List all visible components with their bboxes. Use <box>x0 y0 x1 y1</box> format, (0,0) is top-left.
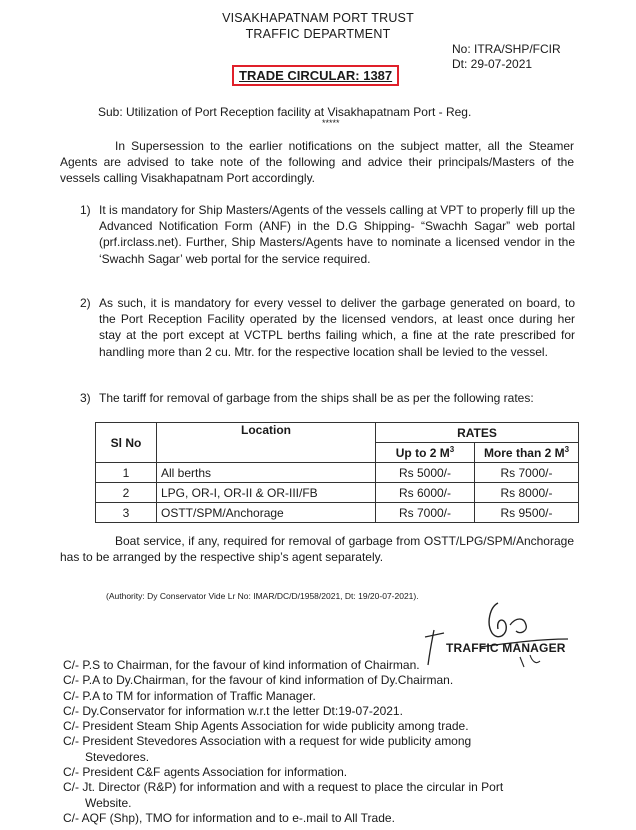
cell-more-than: Rs 7000/- <box>475 463 579 483</box>
circular-date: Dt: 29-07-2021 <box>452 57 533 71</box>
cell-up-to: Rs 7000/- <box>376 503 475 523</box>
cell-up-to: Rs 6000/- <box>376 483 475 503</box>
item-3-text: The tariff for removal of garbage from the ships shall be as per the following rates: <box>99 391 534 405</box>
cc-item: C/- Jt. Director (R&P) for information and with a request to place the circular in Port <box>63 780 504 795</box>
cc-list <box>63 658 503 826</box>
cell-sl: 1 <box>96 463 157 483</box>
cc-item: C/- Dy.Conservator for information w.r.t the letter Dt:19-07-2021. <box>63 703 403 718</box>
cc-item: C/- P.A to TM for information of Traffic Manager. <box>63 688 316 703</box>
cc-item-continuation: Website. <box>85 795 132 810</box>
item-1-text: It is mandatory for Ship Masters/Agents of the vessels calling at VPT to properly fill up the Advanced Notification Form (ANF) in the D.G Shipping- “Swachh Sagar” web portal (prf.irclass.net). Further, Ship Masters/Agents have to nominate a licensed vendor in the ‘Swachh Sagar’ web portal for the service required. <box>99 203 575 266</box>
cell-sl: 3 <box>96 503 157 523</box>
item-2 <box>80 295 575 360</box>
separator-stars: ***** <box>322 118 340 128</box>
item-2-text: As such, it is mandatory for every vessel to deliver the garbage generated on board, to the Port Reception Facility operated by the licensed vendors, at least once during her stay at the port except at VCTPL berths failing which, a fine at the rate prescribed for handling more than 2 cu. Mtr. for the respective location shall be levied to the vessel. <box>99 296 575 359</box>
cell-up-to: Rs 5000/- <box>376 463 475 483</box>
cc-item: C/- AQF (Shp), TMO for information and to e-.mail to All Trade. <box>63 810 395 825</box>
authority-reference: (Authority: Dy Conservator Vide Lr No: IMAR/DC/D/1958/2021, Dt: 19/20-07-2021). <box>106 591 419 601</box>
intro-paragraph: In Supersession to the earlier notifications on the subject matter, all the Steamer Agents are advised to take note of the following and advice their principals/Masters of the vessels calling Visakhapatnam Port accordingly. <box>60 139 574 186</box>
col-header-up-to: Up to 2 $M^3$ <box>376 443 475 463</box>
cc-item: C/- P.S to Chairman, for the favour of kind information of Chairman. <box>63 658 420 672</box>
circular-title-box <box>232 67 399 85</box>
table-row <box>96 463 579 483</box>
cell-more-than: Rs 9500/- <box>475 503 579 523</box>
org-name: VISAKHAPATNAM PORT TRUST <box>222 11 414 25</box>
dept-name: TRAFFIC DEPARTMENT <box>245 27 391 41</box>
cc-item: C/- President C&F agents Association for information. <box>63 765 348 780</box>
cell-location: LPG, OR-I, OR-II & OR-III/FB <box>157 483 376 503</box>
cell-location: OSTT/SPM/Anchorage <box>157 503 376 523</box>
subject-line: Sub: Utilization of Port Reception facility at Visakhapatnam Port - Reg. <box>98 105 472 119</box>
cell-location: All berths <box>157 463 376 483</box>
cc-item-continuation: Stevedores. <box>85 749 150 764</box>
table-header-row <box>96 423 579 443</box>
circular-title: TRADE CIRCULAR: 1387 <box>232 65 399 86</box>
boat-service-paragraph: Boat service, if any, required for removal of garbage from OSTT/LPG/SPM/Anchorage has to be arranged by the respective ship’s agent separately. <box>60 534 574 565</box>
item-1-number: 1) <box>80 203 91 217</box>
col-header-location: Location <box>157 423 376 463</box>
item-3-number: 3) <box>80 391 91 405</box>
signatory-title: TRAFFIC MANAGER <box>446 641 566 655</box>
cc-item: C/- President Steam Ship Agents Association for wide publicity among trade. <box>63 719 469 734</box>
cc-item: C/- P.A to Dy.Chairman, for the favour of kind information of Dy.Chairman. <box>63 673 454 688</box>
table-row <box>96 483 579 503</box>
col-header-more-than: More than 2 $M^3$ <box>475 443 579 463</box>
rates-table <box>95 422 579 523</box>
table-row <box>96 503 579 523</box>
cc-item: C/- President Stevedores Association with a request for wide publicity among <box>63 734 472 749</box>
col-header-rates: RATES <box>376 423 579 443</box>
cell-more-than: Rs 8000/- <box>475 483 579 503</box>
reference-number: No: ITRA/SHP/FCIR <box>452 42 561 56</box>
item-1 <box>80 202 575 267</box>
col-header-sl: Sl No <box>96 423 157 463</box>
item-3 <box>80 390 575 406</box>
item-2-number: 2) <box>80 296 91 310</box>
cell-sl: 2 <box>96 483 157 503</box>
